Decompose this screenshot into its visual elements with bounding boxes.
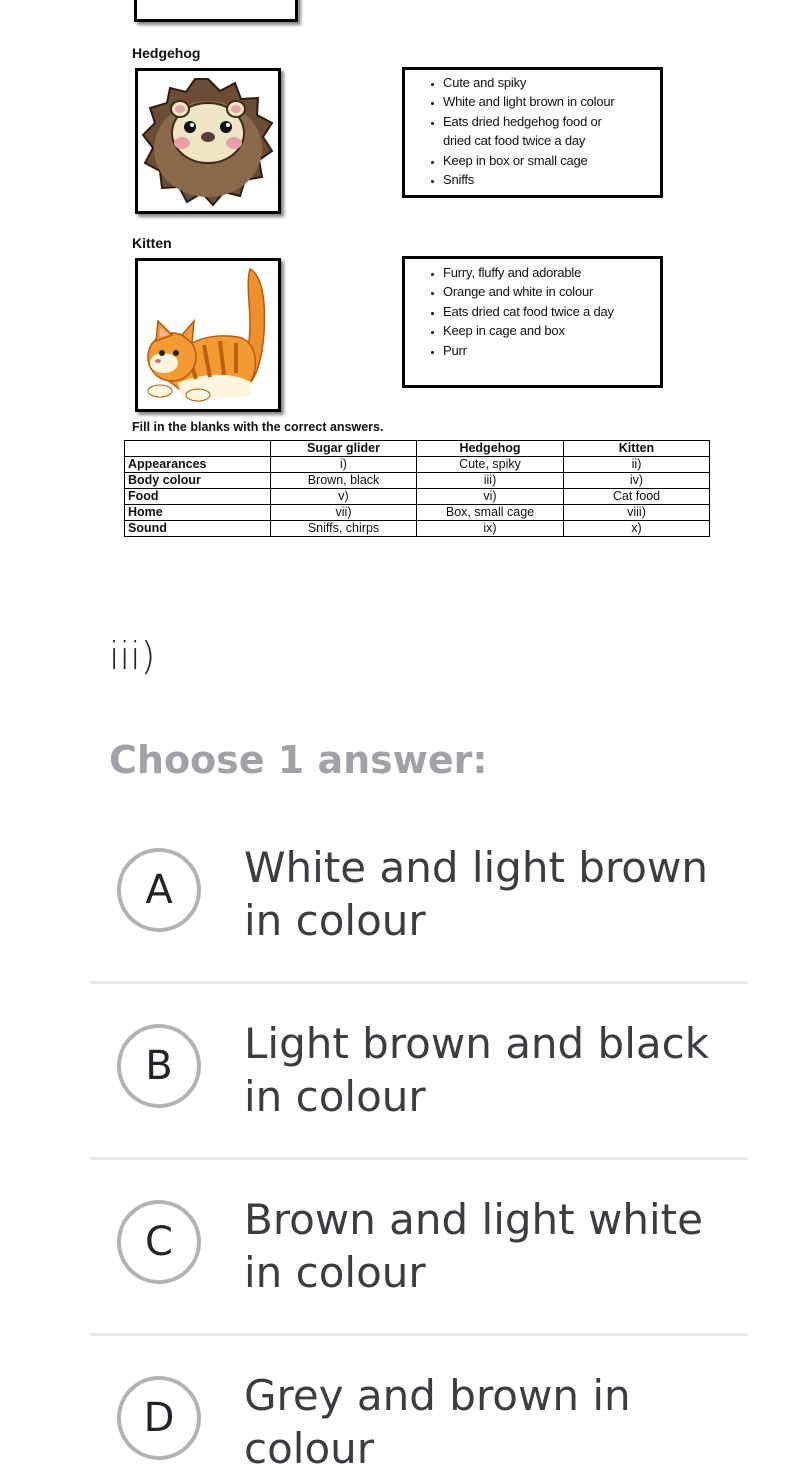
animal-comparison-table: [124, 440, 710, 537]
choice-divider: [90, 981, 748, 984]
hedgehog-fact: • Sniffs: [443, 170, 660, 189]
table-cell: Cat food: [564, 489, 710, 505]
table-cell: Box, small cage: [417, 505, 564, 521]
table-cell: vii): [271, 505, 417, 521]
table-row: [125, 505, 710, 521]
choice-letter-circle: B: [117, 1024, 201, 1108]
table-header-cell: Kitten: [564, 441, 710, 457]
table-row: [125, 521, 710, 537]
choice-divider: [90, 1157, 748, 1160]
table-cell: Sniffs, chirps: [271, 521, 417, 537]
hedgehog-facts-box: [402, 67, 663, 198]
kitten-label: Kitten: [132, 235, 172, 251]
choice-b[interactable]: [90, 986, 748, 1162]
table-cell: ii): [564, 457, 710, 473]
choice-text: White and light brown in colour: [244, 843, 708, 945]
table-cell: i): [271, 457, 417, 473]
choice-d[interactable]: [90, 1338, 748, 1473]
choice-text: Light brown and black in colour: [244, 1019, 710, 1121]
hedgehog-fact: • Eats dried hedgehog food or dried cat food twice a day: [443, 112, 628, 151]
fill-blanks-instruction: Fill in the blanks with the correct answers.: [132, 420, 384, 434]
table-cell: ix): [417, 521, 564, 537]
table-cell: vi): [417, 489, 564, 505]
table-row: [125, 457, 710, 473]
table-row-header: Home: [125, 505, 271, 521]
table-header-cell: [125, 441, 271, 457]
hedgehog-label: Hedgehog: [132, 45, 201, 61]
table-cell: iii): [417, 473, 564, 489]
table-row: [125, 489, 710, 505]
kitten-fact: • Orange and white in colour: [443, 282, 660, 301]
hedgehog-fact: • White and light brown in colour: [443, 92, 660, 111]
table-cell: Brown, black: [271, 473, 417, 489]
table-cell: viii): [564, 505, 710, 521]
choice-c[interactable]: [90, 1162, 748, 1338]
table-row-header: Appearances: [125, 457, 271, 473]
table-header-row: [125, 441, 710, 457]
hedgehog-illustration: [138, 71, 278, 211]
choice-divider: [90, 1333, 748, 1336]
hedgehog-fact: • Cute and spiky: [443, 73, 660, 92]
table-row-header: Food: [125, 489, 271, 505]
table-cell: iv): [564, 473, 710, 489]
choice-letter-circle: D: [117, 1376, 201, 1460]
kitten-fact: • Eats dried cat food twice a day: [443, 302, 660, 321]
table-row-header: Body colour: [125, 473, 271, 489]
table-header-cell: Sugar glider: [271, 441, 417, 457]
kitten-fact: • Furry, fluffy and adorable: [443, 263, 660, 282]
kitten-facts-box: [402, 256, 663, 388]
kitten-illustration: [138, 261, 278, 409]
choice-text: Brown and light white in colour: [244, 1195, 703, 1297]
table-row: [125, 473, 710, 489]
table-row-header: Sound: [125, 521, 271, 537]
choice-a[interactable]: [90, 810, 748, 986]
table-cell: x): [564, 521, 710, 537]
choice-text: Grey and brown in colour: [244, 1371, 631, 1473]
kitten-image: [135, 258, 281, 412]
table-header-cell: Hedgehog: [417, 441, 564, 457]
kitten-fact: • Keep in cage and box: [443, 321, 660, 340]
previous-animal-image-frame: [134, 0, 298, 22]
choice-letter-circle: A: [117, 848, 201, 932]
choose-answer-prompt: Choose 1 answer:: [109, 738, 488, 782]
table-cell: v): [271, 489, 417, 505]
kitten-fact: • Purr: [443, 341, 660, 360]
hedgehog-image: [135, 68, 281, 214]
hedgehog-fact: • Keep in box or small cage: [443, 151, 660, 170]
table-cell: Cute, spiky: [417, 457, 564, 473]
choice-letter-circle: C: [117, 1200, 201, 1284]
question-label: iii): [109, 634, 156, 678]
